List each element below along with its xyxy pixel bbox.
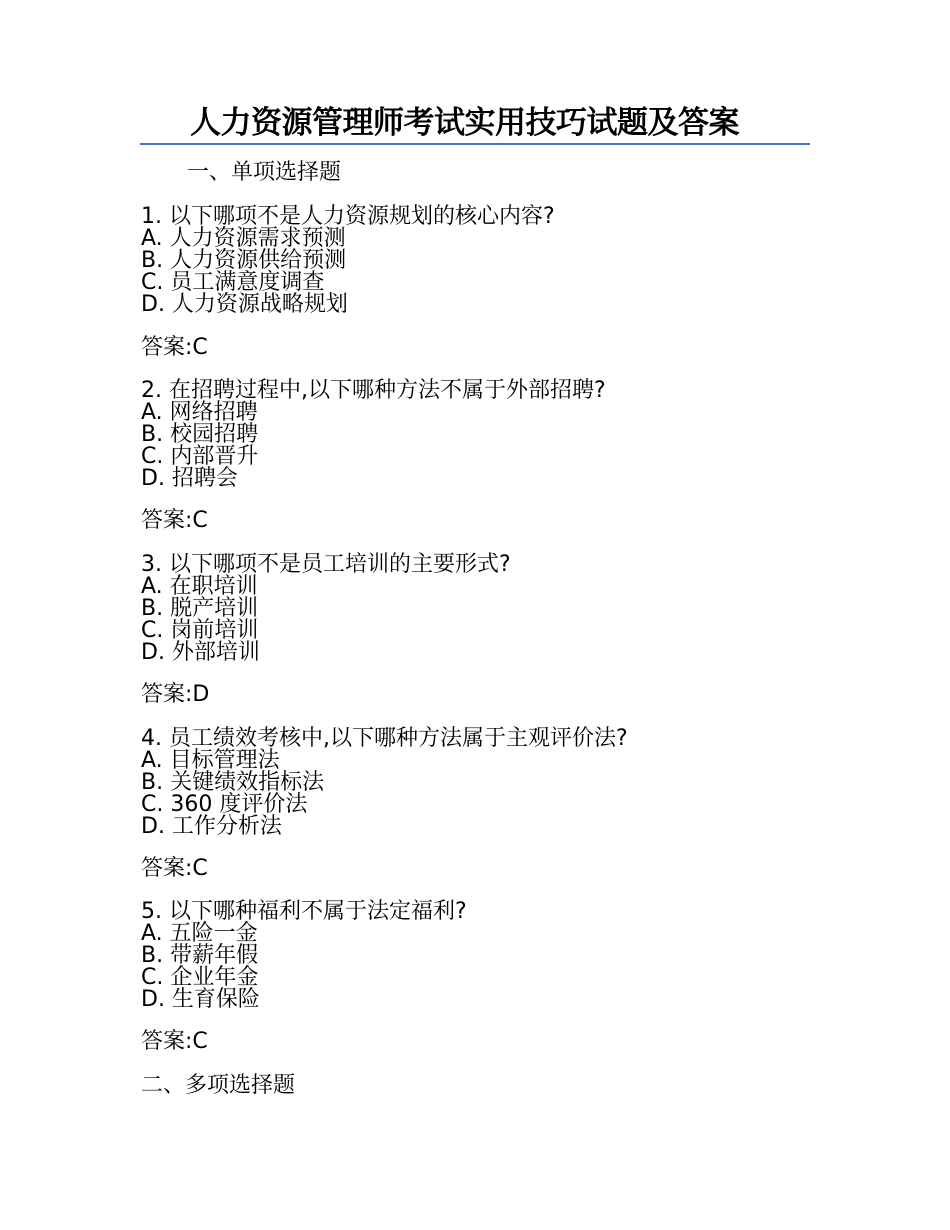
section-heading-single-choice: 一、单项选择题 — [187, 160, 342, 185]
option-b: B. 校园招聘 — [141, 422, 259, 447]
option-c: C. 企业年金 — [141, 965, 259, 990]
answer-4: 答案:C — [141, 856, 208, 881]
question-stem: 2. 在招聘过程中,以下哪种方法不属于外部招聘? — [141, 378, 606, 403]
question-stem: 3. 以下哪项不是员工培训的主要形式? — [141, 552, 511, 577]
page-title: 人力资源管理师考试实用技巧试题及答案 — [190, 105, 739, 141]
option-b: B. 脱产培训 — [141, 596, 259, 621]
option-a: A. 网络招聘 — [141, 400, 258, 425]
option-b: B. 人力资源供给预测 — [141, 248, 347, 273]
title-underline — [140, 103, 810, 145]
option-b: B. 关键绩效指标法 — [141, 770, 325, 795]
section-heading-multiple-choice: 二、多项选择题 — [141, 1073, 296, 1098]
option-d: D. 人力资源战略规划 — [141, 292, 348, 317]
option-d: D. 工作分析法 — [141, 814, 282, 839]
question-stem: 4. 员工绩效考核中,以下哪种方法属于主观评价法? — [141, 726, 628, 751]
option-a: A. 目标管理法 — [141, 748, 280, 773]
question-5 — [141, 901, 821, 1011]
option-a: A. 五险一金 — [141, 921, 258, 946]
option-c: C. 内部晋升 — [141, 444, 259, 469]
option-d: D. 生育保险 — [141, 987, 260, 1012]
question-3 — [141, 554, 821, 664]
option-b: B. 带薪年假 — [141, 943, 259, 968]
question-stem: 5. 以下哪种福利不属于法定福利? — [141, 899, 467, 924]
option-c: C. 员工满意度调查 — [141, 270, 325, 295]
option-a: A. 在职培训 — [141, 574, 258, 599]
answer-5: 答案:C — [141, 1029, 208, 1054]
answer-2: 答案:C — [141, 508, 208, 533]
answer-1: 答案:C — [141, 335, 208, 360]
option-c: C. 360 度评价法 — [141, 792, 308, 817]
option-c: C. 岗前培训 — [141, 618, 259, 643]
answer-3: 答案:D — [141, 682, 210, 707]
option-d: D. 外部培训 — [141, 640, 260, 665]
question-4 — [141, 728, 821, 838]
option-a: A. 人力资源需求预测 — [141, 226, 346, 251]
question-stem: 1. 以下哪项不是人力资源规划的核心内容? — [141, 204, 555, 229]
question-2 — [141, 380, 821, 490]
question-1 — [141, 206, 821, 316]
option-d: D. 招聘会 — [141, 466, 238, 491]
